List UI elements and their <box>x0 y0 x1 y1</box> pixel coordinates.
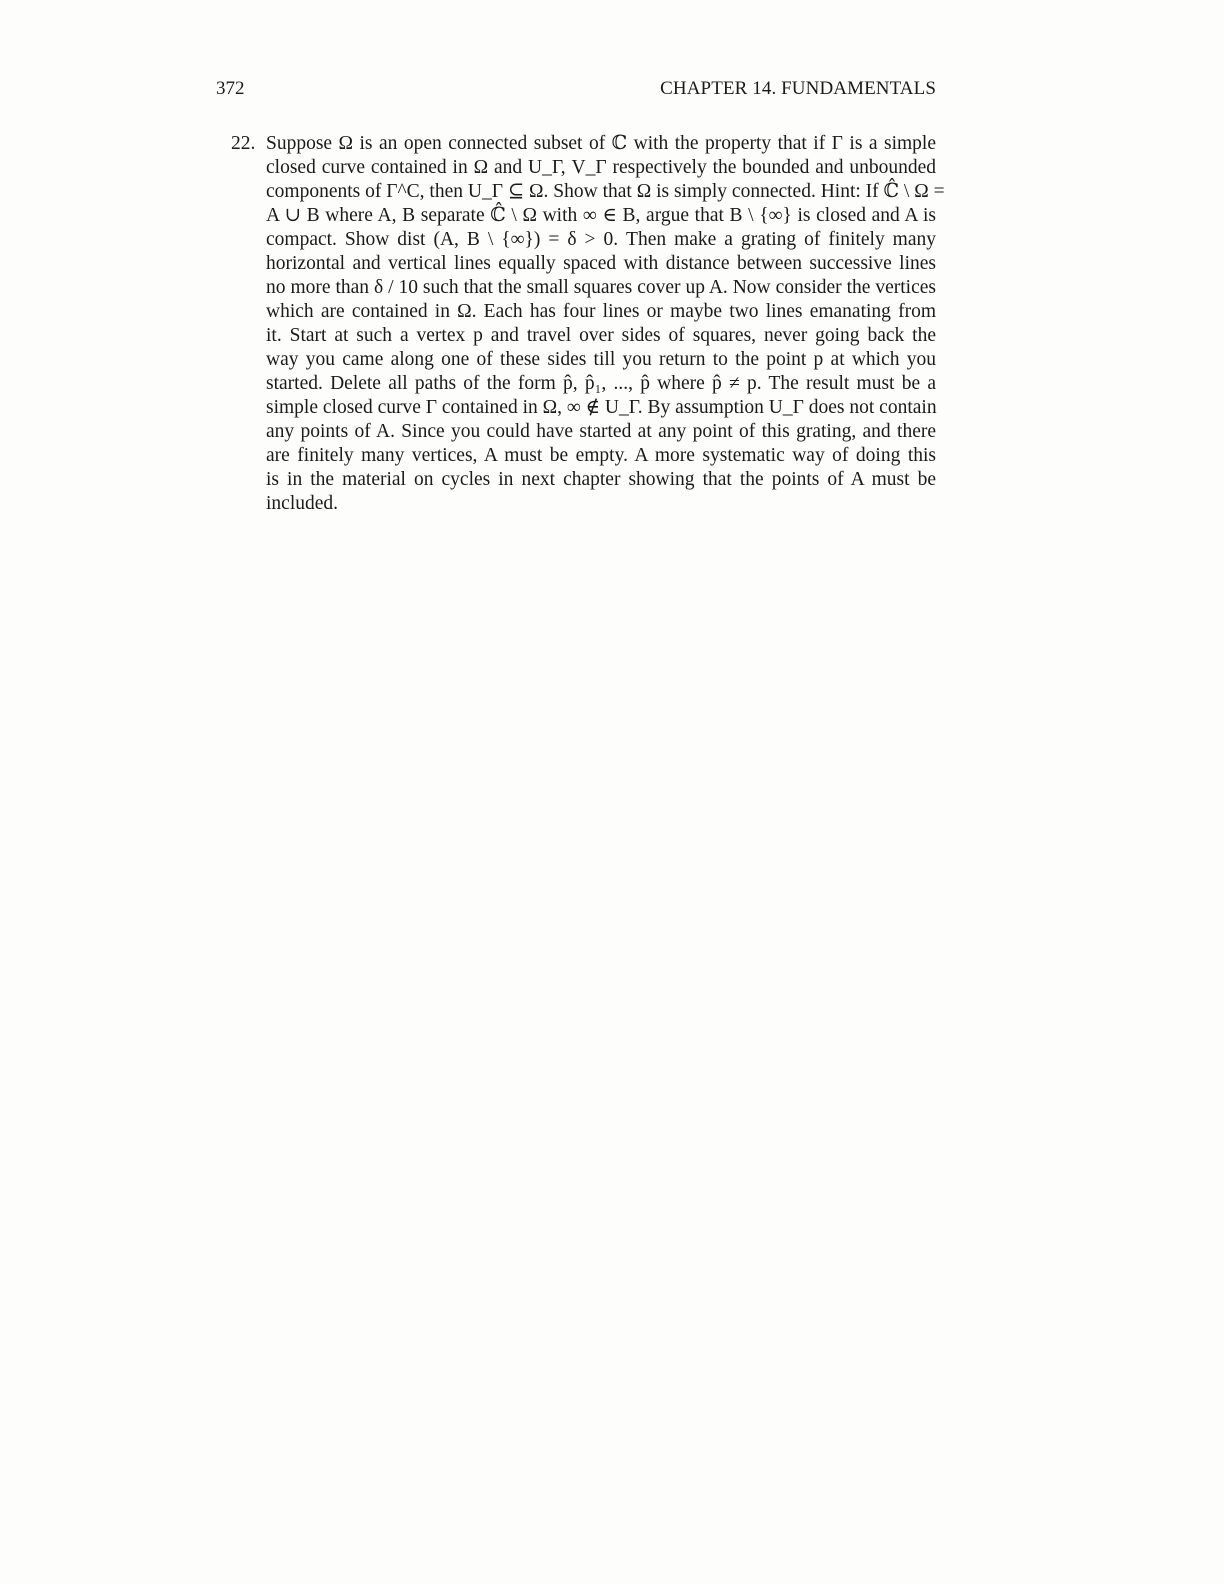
exercise-line: Suppose Ω is an open connected subset of ℂ with the property that if Γ is a simple <box>266 133 936 154</box>
exercise-number: 22. <box>231 133 256 154</box>
page-number: 372 <box>216 78 245 99</box>
exercise-line: is in the material on cycles in next chapter showing that the points of A must be <box>266 469 936 490</box>
exercise-body <box>266 132 945 516</box>
exercise-line: A ∪ B where A, B separate ℂ̂ \ Ω with ∞ ∈ B, argue that B \ {∞} is closed and A is <box>266 205 936 226</box>
exercise-line: way you came along one of these sides till you return to the point p at which you <box>266 349 936 370</box>
running-head: CHAPTER 14. FUNDAMENTALS <box>660 78 936 99</box>
exercise-line: included. <box>266 493 339 514</box>
exercise-line: are finitely many vertices, A must be empty. A more systematic way of doing this <box>266 445 936 466</box>
exercise-line: no more than δ / 10 such that the small squares cover up A. Now consider the vertices <box>266 277 936 298</box>
exercise-line: horizontal and vertical lines equally spaced with distance between successive lines <box>266 253 936 274</box>
exercise-line: any points of A. Since you could have started at any point of this grating, and there <box>266 421 936 442</box>
exercise-line: closed curve contained in Ω and U_Γ, V_Γ respectively the bounded and unbounded <box>266 157 936 178</box>
exercise-line: compact. Show dist (A, B \ {∞}) = δ > 0. Then make a grating of finitely many <box>266 229 936 250</box>
exercise-line: components of Γ^C, then U_Γ ⊆ Ω. Show that Ω is simply connected. Hint: If ℂ̂ \ Ω = <box>266 181 945 202</box>
exercise-line: started. Delete all paths of the form p̂, p̂₁, ..., p̂ where p̂ ≠ p. The result must be a <box>266 373 936 394</box>
exercise-line: it. Start at such a vertex p and travel over sides of squares, never going back the <box>266 325 936 346</box>
exercise-line: which are contained in Ω. Each has four lines or maybe two lines emanating from <box>266 301 936 322</box>
exercise-line: simple closed curve Γ contained in Ω, ∞ ∉ U_Γ. By assumption U_Γ does not contain <box>266 397 937 418</box>
